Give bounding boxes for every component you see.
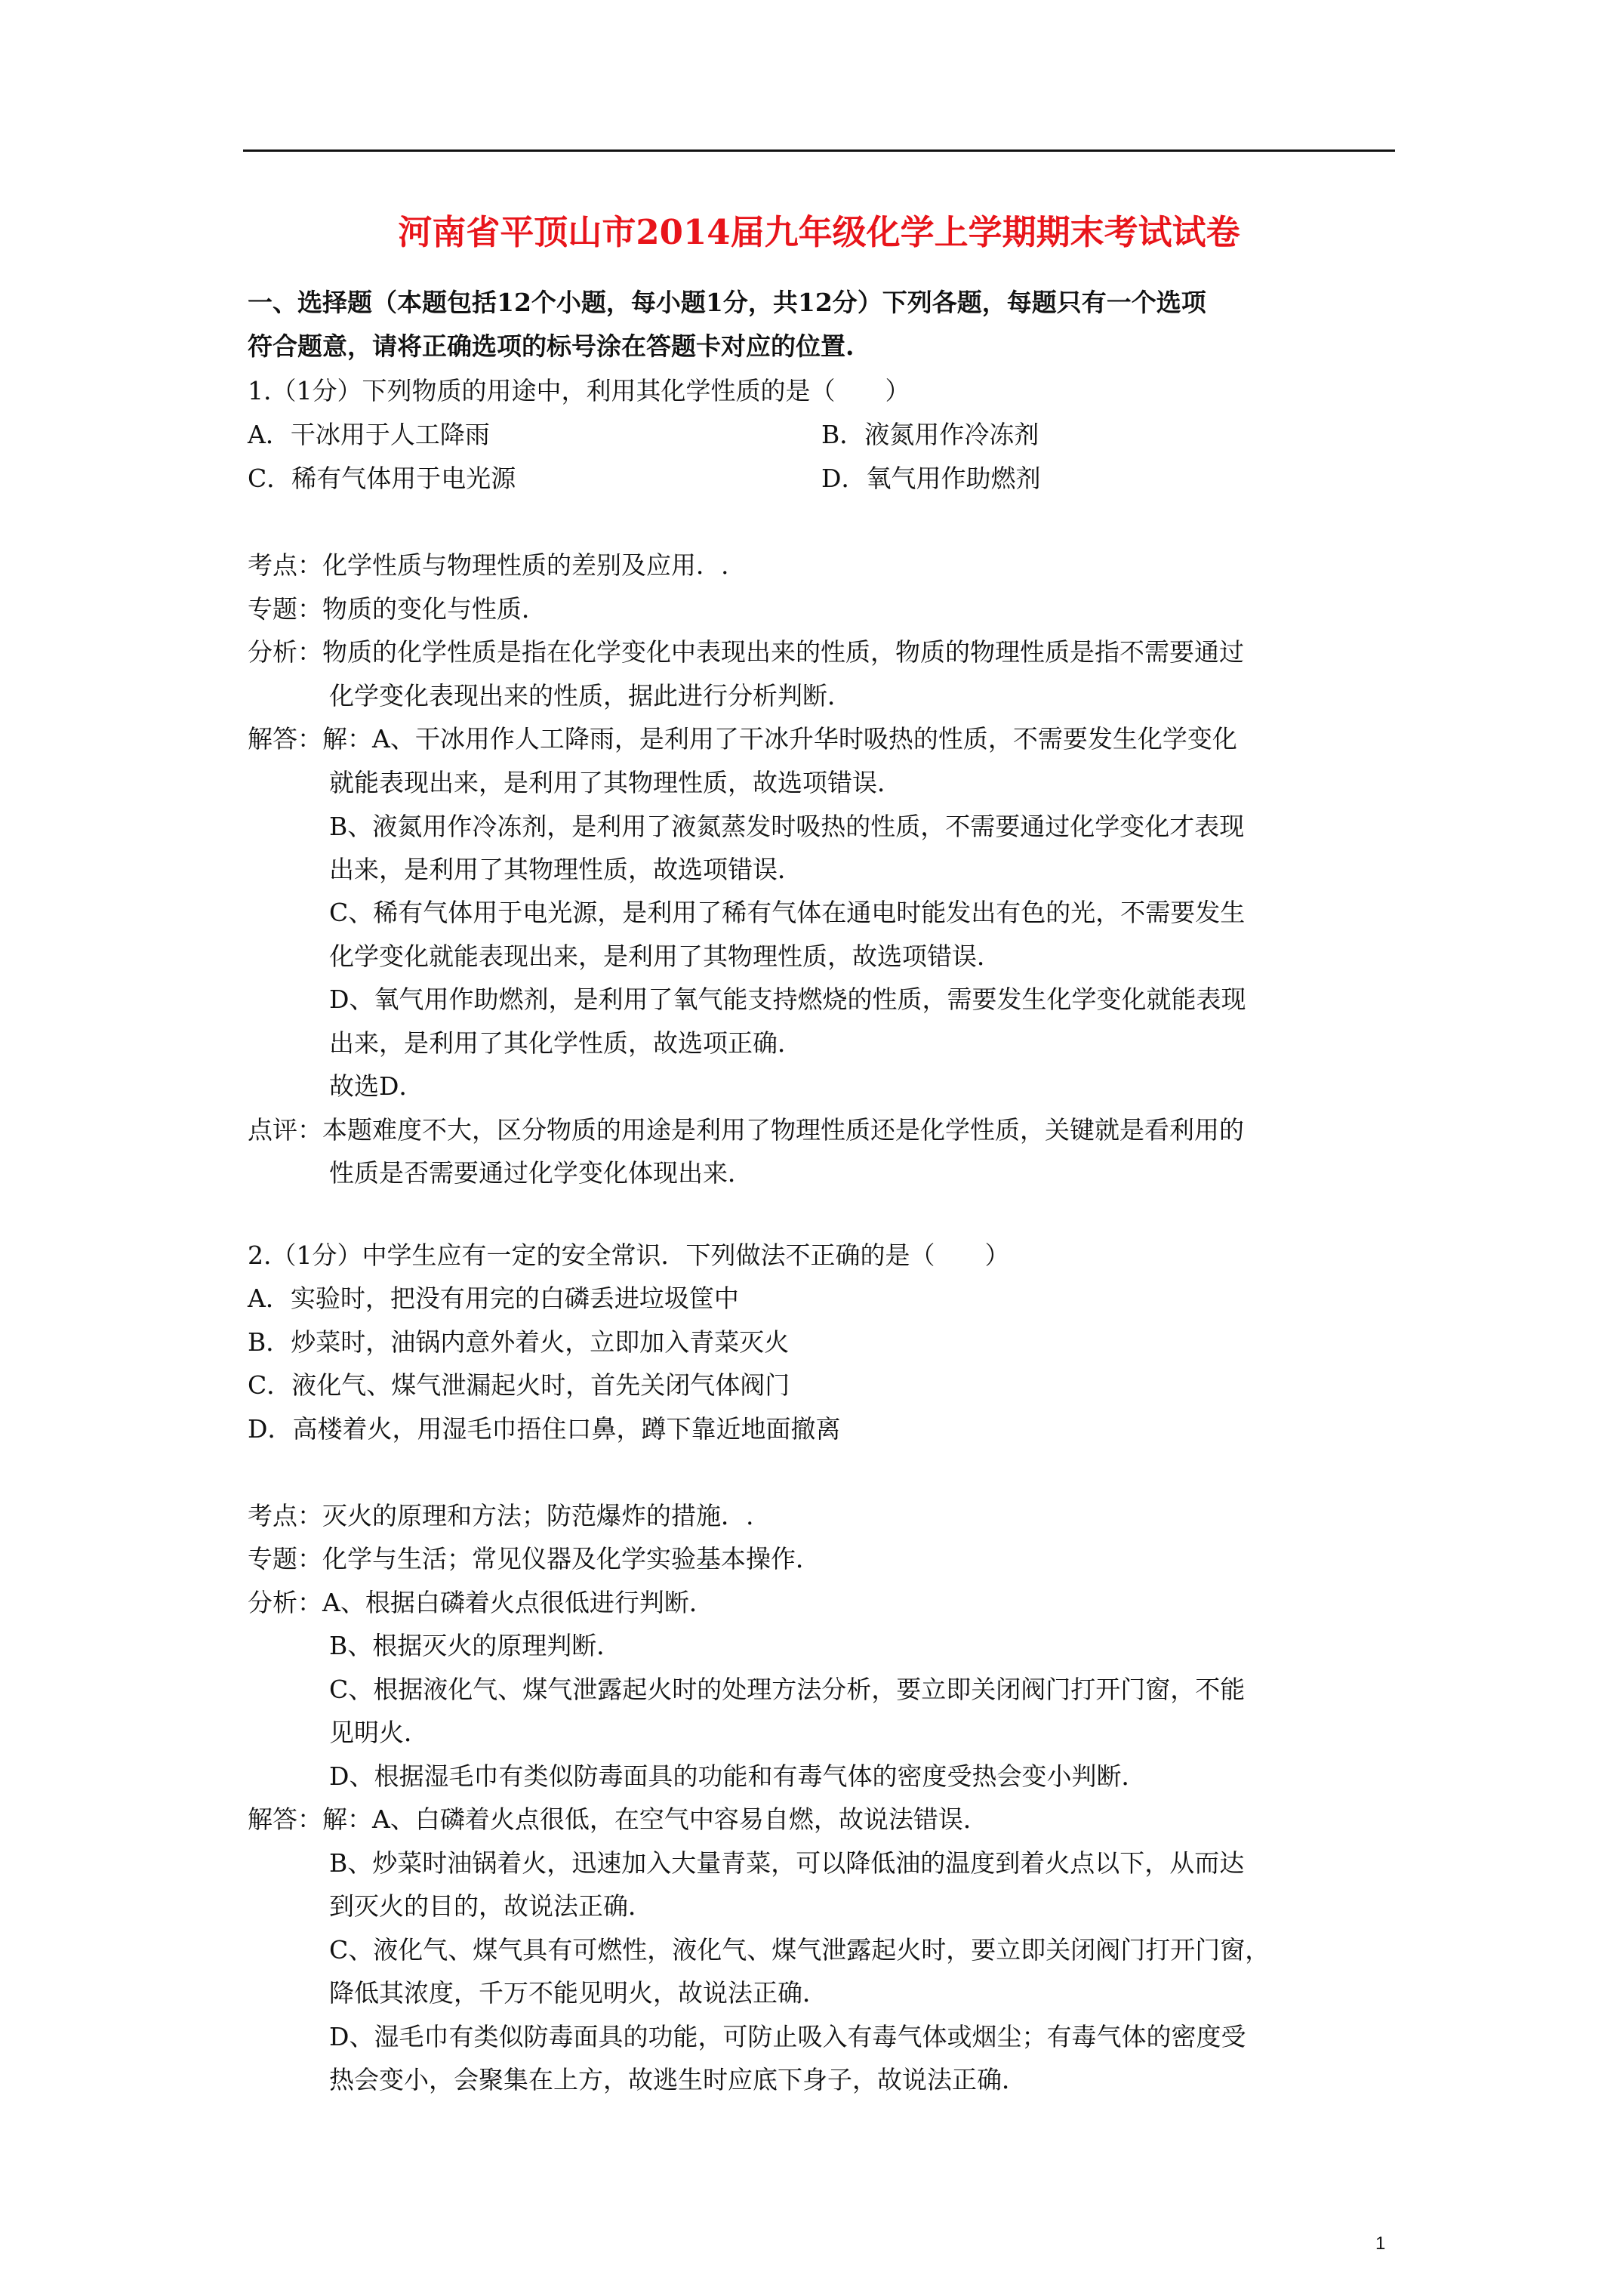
- q1-jieda-line: 就能表现出来，是利用了其物理性质，故选项错误．: [329, 768, 902, 797]
- q1-jieda-line: C、稀有气体用于电光源，是利用了稀有气体在通电时能发出有色的光，不需要发生: [329, 898, 1246, 927]
- q2-fenxi-line: B、根据灭火的原理判断．: [329, 1631, 622, 1660]
- q2-zhuanti: 专题：化学与生活；常见仪器及化学实验基本操作．: [248, 1544, 821, 1573]
- q2-option-b: B．炒菜时，油锅内意外着火，立即加入青菜灭火: [248, 1327, 790, 1357]
- q2-jieda-line: D、湿毛巾有类似防毒面具的功能，可防止吸入有毒气体或烟尘；有毒气体的密度受: [329, 2022, 1246, 2051]
- page-number: 1: [1375, 2233, 1386, 2254]
- q2-jieda-line: 到灭火的目的，故说法正确．: [329, 1891, 653, 1921]
- q2-option-a: A．实验时，把没有用完的白磷丢进垃圾筐中: [248, 1284, 739, 1313]
- q1-dianping-cont: 性质是否需要通过化学变化体现出来．: [329, 1158, 753, 1188]
- q2-jieda-line: C、液化气、煤气具有可燃性，液化气、煤气泄露起火时，要立即关闭阀门打开门窗，: [329, 1935, 1270, 1965]
- q2-fenxi-line: 见明火．: [329, 1718, 429, 1747]
- q1-stem: 1.（1分）下列物质的用途中，利用其化学性质的是（ ）: [248, 376, 910, 405]
- section-heading: 一、选择题（本题包括12个小题，每小题1分，共12分）下列各题，每题只有一个选项: [248, 288, 1206, 317]
- q1-fenxi-cont: 化学变化表现出来的性质，据此进行分析判断．: [329, 681, 852, 710]
- q2-jieda-line: 降低其浓度，千万不能见明火，故说法正确．: [329, 1978, 827, 2008]
- q2-jieda-line: 热会变小，会聚集在上方，故逃生时应底下身子，故说法正确．: [329, 2065, 1027, 2094]
- q2-jieda-line: B、炒菜时油锅着火，迅速加入大量青菜，可以降低油的温度到着火点以下，从而达: [329, 1848, 1245, 1878]
- q1-option-b: B．液氮用作冷冻剂: [821, 420, 1039, 449]
- q2-fenxi-line: D、根据湿毛巾有类似防毒面具的功能和有毒气体的密度受热会变小判断．: [329, 1761, 1147, 1791]
- q2-option-d: D．高楼着火，用湿毛巾捂住口鼻，蹲下靠近地面撤离: [248, 1414, 841, 1444]
- q2-option-c: C．液化气、煤气泄漏起火时，首先关闭气体阀门: [248, 1370, 790, 1400]
- q1-jieda-line: 出来，是利用了其物理性质，故选项错误．: [329, 855, 802, 884]
- q1-jieda-line: 出来，是利用了其化学性质，故选项正确．: [329, 1028, 802, 1058]
- q2-jieda: 解答：解：A、白磷着火点很低，在空气中容易自燃，故说法错误．: [248, 1804, 988, 1834]
- q1-option-a: A．干冰用于人工降雨: [248, 420, 490, 449]
- header-rule: [243, 149, 1395, 152]
- q1-jieda-line: 化学变化就能表现出来，是利用了其物理性质，故选项错误．: [329, 942, 1002, 971]
- q1-fenxi: 分析：物质的化学性质是指在化学变化中表现出来的性质，物质的物理性质是指不需要通过: [248, 637, 1244, 667]
- q2-fenxi-line: C、根据液化气、煤气泄露起火时的处理方法分析，要立即关闭阀门打开门窗，不能: [329, 1675, 1246, 1704]
- page-title: 河南省平顶山市2014届九年级化学上学期期末考试试卷: [398, 212, 1240, 252]
- q1-dianping: 点评：本题难度不大，区分物质的用途是利用了物理性质还是化学性质，关键就是看利用的: [248, 1115, 1244, 1145]
- q1-zhuanti: 专题：物质的变化与性质．: [248, 594, 547, 624]
- q2-kaodian: 考点：灭火的原理和方法；防范爆炸的措施．.: [248, 1501, 754, 1530]
- q2-fenxi: 分析：A、根据白磷着火点很低进行判断．: [248, 1588, 714, 1617]
- section-heading-cont: 符合题意，请将正确选项的标号涂在答题卡对应的位置.: [248, 331, 855, 361]
- q1-option-d: D．氧气用作助燃剂: [821, 464, 1041, 493]
- q1-jieda-line: B、液氮用作冷冻剂，是利用了液氮蒸发时吸热的性质，不需要通过化学变化才表现: [329, 812, 1245, 841]
- q1-kaodian: 考点：化学性质与物理性质的差别及应用．.: [248, 550, 729, 580]
- q1-option-c: C．稀有气体用于电光源: [248, 464, 516, 493]
- q1-jieda-line: D、氧气用作助燃剂，是利用了氧气能支持燃烧的性质，需要发生化学变化就能表现: [329, 985, 1246, 1014]
- q2-stem: 2.（1分）中学生应有一定的安全常识．下列做法不正确的是（ ）: [248, 1240, 1010, 1270]
- q1-answer: 故选D．: [329, 1071, 424, 1101]
- q1-jieda: 解答：解：A、干冰用作人工降雨，是利用了干冰升华时吸热的性质，不需要发生化学变化: [248, 724, 1237, 754]
